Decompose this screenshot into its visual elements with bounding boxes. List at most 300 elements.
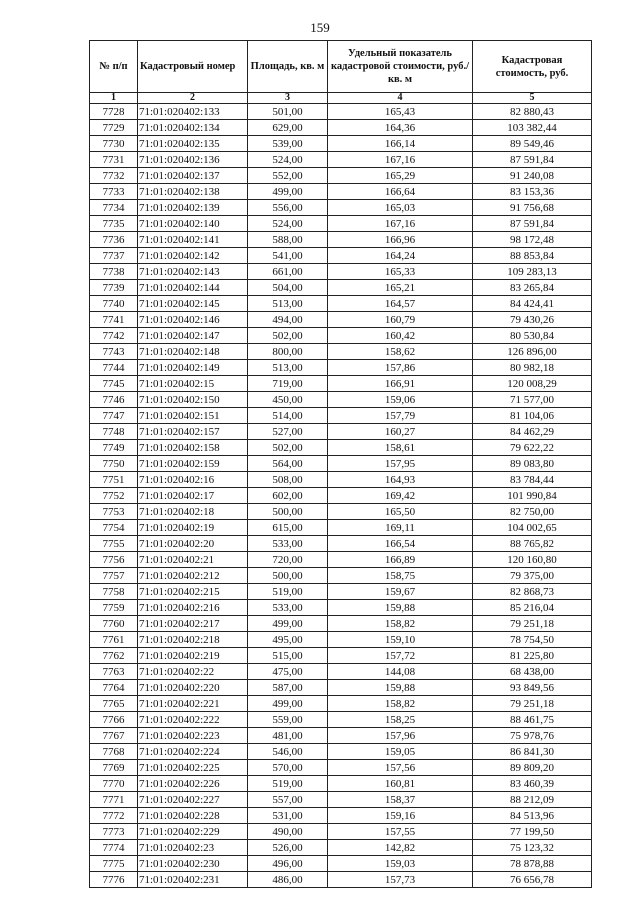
specific-value-cell: 158,75 xyxy=(328,568,473,584)
row-number-cell: 7775 xyxy=(90,856,138,872)
row-number-cell: 7731 xyxy=(90,152,138,168)
cadastral-number-cell: 71:01:020402:157 xyxy=(138,424,248,440)
cadastral-value-cell: 83 784,44 xyxy=(473,472,592,488)
cadastral-value-cell: 80 982,18 xyxy=(473,360,592,376)
header-row-number: № п/п xyxy=(90,41,138,93)
row-number-cell: 7768 xyxy=(90,744,138,760)
table-row xyxy=(90,568,592,584)
cadastral-value-cell: 89 549,46 xyxy=(473,136,592,152)
cadastral-number-cell: 71:01:020402:228 xyxy=(138,808,248,824)
specific-value-cell: 160,79 xyxy=(328,312,473,328)
table-row xyxy=(90,600,592,616)
specific-value-cell: 159,16 xyxy=(328,808,473,824)
cadastral-value-cell: 88 765,82 xyxy=(473,536,592,552)
cadastral-number-cell: 71:01:020402:217 xyxy=(138,616,248,632)
row-number-cell: 7762 xyxy=(90,648,138,664)
area-cell: 541,00 xyxy=(248,248,328,264)
specific-value-cell: 157,56 xyxy=(328,760,473,776)
column-number: 5 xyxy=(473,93,592,104)
specific-value-cell: 160,42 xyxy=(328,328,473,344)
cadastral-value-cell: 88 461,75 xyxy=(473,712,592,728)
area-cell: 615,00 xyxy=(248,520,328,536)
table-row xyxy=(90,168,592,184)
specific-value-cell: 144,08 xyxy=(328,664,473,680)
row-number-cell: 7758 xyxy=(90,584,138,600)
table-row xyxy=(90,408,592,424)
cadastral-number-cell: 71:01:020402:216 xyxy=(138,600,248,616)
specific-value-cell: 167,16 xyxy=(328,152,473,168)
area-cell: 450,00 xyxy=(248,392,328,408)
row-number-cell: 7733 xyxy=(90,184,138,200)
table-row xyxy=(90,440,592,456)
area-cell: 515,00 xyxy=(248,648,328,664)
table-row xyxy=(90,264,592,280)
cadastral-number-cell: 71:01:020402:227 xyxy=(138,792,248,808)
row-number-cell: 7754 xyxy=(90,520,138,536)
row-number-cell: 7734 xyxy=(90,200,138,216)
row-number-cell: 7745 xyxy=(90,376,138,392)
cadastral-number-cell: 71:01:020402:144 xyxy=(138,280,248,296)
area-cell: 500,00 xyxy=(248,504,328,520)
cadastral-number-cell: 71:01:020402:137 xyxy=(138,168,248,184)
cadastral-value-cell: 68 438,00 xyxy=(473,664,592,680)
specific-value-cell: 165,21 xyxy=(328,280,473,296)
cadastral-number-cell: 71:01:020402:151 xyxy=(138,408,248,424)
cadastral-number-cell: 71:01:020402:21 xyxy=(138,552,248,568)
row-number-cell: 7770 xyxy=(90,776,138,792)
row-number-cell: 7737 xyxy=(90,248,138,264)
cadastral-value-cell: 91 756,68 xyxy=(473,200,592,216)
specific-value-cell: 158,25 xyxy=(328,712,473,728)
table-row xyxy=(90,328,592,344)
cadastral-number-cell: 71:01:020402:225 xyxy=(138,760,248,776)
table-row xyxy=(90,232,592,248)
cadastral-value-cell: 82 868,73 xyxy=(473,584,592,600)
column-number-row xyxy=(90,93,592,104)
row-number-cell: 7756 xyxy=(90,552,138,568)
cadastral-value-cell: 71 577,00 xyxy=(473,392,592,408)
cadastral-value-cell: 93 849,56 xyxy=(473,680,592,696)
specific-value-cell: 157,72 xyxy=(328,648,473,664)
table-row xyxy=(90,632,592,648)
area-cell: 539,00 xyxy=(248,136,328,152)
cadastral-number-cell: 71:01:020402:224 xyxy=(138,744,248,760)
specific-value-cell: 157,95 xyxy=(328,456,473,472)
table-row xyxy=(90,616,592,632)
cadastral-number-cell: 71:01:020402:148 xyxy=(138,344,248,360)
cadastral-number-cell: 71:01:020402:159 xyxy=(138,456,248,472)
table-row xyxy=(90,360,592,376)
table-row xyxy=(90,488,592,504)
table-row xyxy=(90,152,592,168)
table-row xyxy=(90,200,592,216)
cadastral-value-cell: 87 591,84 xyxy=(473,216,592,232)
cadastral-value-cell: 103 382,44 xyxy=(473,120,592,136)
cadastral-value-cell: 81 104,06 xyxy=(473,408,592,424)
row-number-cell: 7759 xyxy=(90,600,138,616)
cadastral-number-cell: 71:01:020402:140 xyxy=(138,216,248,232)
cadastral-value-cell: 79 622,22 xyxy=(473,440,592,456)
area-cell: 557,00 xyxy=(248,792,328,808)
area-cell: 499,00 xyxy=(248,184,328,200)
specific-value-cell: 166,91 xyxy=(328,376,473,392)
table-row xyxy=(90,808,592,824)
table-row xyxy=(90,216,592,232)
cadastral-number-cell: 71:01:020402:219 xyxy=(138,648,248,664)
specific-value-cell: 159,67 xyxy=(328,584,473,600)
cadastral-value-cell: 89 809,20 xyxy=(473,760,592,776)
specific-value-cell: 169,11 xyxy=(328,520,473,536)
area-cell: 513,00 xyxy=(248,360,328,376)
table-row xyxy=(90,344,592,360)
cadastral-value-cell: 101 990,84 xyxy=(473,488,592,504)
cadastral-number-cell: 71:01:020402:22 xyxy=(138,664,248,680)
table-row xyxy=(90,136,592,152)
row-number-cell: 7749 xyxy=(90,440,138,456)
specific-value-cell: 157,73 xyxy=(328,872,473,888)
area-cell: 501,00 xyxy=(248,104,328,120)
area-cell: 499,00 xyxy=(248,616,328,632)
row-number-cell: 7767 xyxy=(90,728,138,744)
specific-value-cell: 166,14 xyxy=(328,136,473,152)
specific-value-cell: 157,79 xyxy=(328,408,473,424)
cadastral-value-cell: 89 083,80 xyxy=(473,456,592,472)
table-row xyxy=(90,184,592,200)
area-cell: 519,00 xyxy=(248,776,328,792)
area-cell: 588,00 xyxy=(248,232,328,248)
cadastral-number-cell: 71:01:020402:141 xyxy=(138,232,248,248)
specific-value-cell: 166,54 xyxy=(328,536,473,552)
cadastral-value-table xyxy=(89,40,592,888)
area-cell: 661,00 xyxy=(248,264,328,280)
cadastral-number-cell: 71:01:020402:17 xyxy=(138,488,248,504)
column-number: 4 xyxy=(328,93,473,104)
row-number-cell: 7738 xyxy=(90,264,138,280)
table-row xyxy=(90,312,592,328)
area-cell: 524,00 xyxy=(248,216,328,232)
table-row xyxy=(90,712,592,728)
cadastral-value-cell: 78 878,88 xyxy=(473,856,592,872)
row-number-cell: 7732 xyxy=(90,168,138,184)
cadastral-number-cell: 71:01:020402:212 xyxy=(138,568,248,584)
cadastral-number-cell: 71:01:020402:134 xyxy=(138,120,248,136)
row-number-cell: 7750 xyxy=(90,456,138,472)
specific-value-cell: 157,55 xyxy=(328,824,473,840)
cadastral-value-cell: 75 123,32 xyxy=(473,840,592,856)
cadastral-number-cell: 71:01:020402:133 xyxy=(138,104,248,120)
area-cell: 490,00 xyxy=(248,824,328,840)
row-number-cell: 7744 xyxy=(90,360,138,376)
header-row xyxy=(90,41,592,93)
area-cell: 475,00 xyxy=(248,664,328,680)
area-cell: 719,00 xyxy=(248,376,328,392)
specific-value-cell: 165,43 xyxy=(328,104,473,120)
specific-value-cell: 157,86 xyxy=(328,360,473,376)
row-number-cell: 7752 xyxy=(90,488,138,504)
specific-value-cell: 164,57 xyxy=(328,296,473,312)
area-cell: 526,00 xyxy=(248,840,328,856)
cadastral-value-cell: 88 212,09 xyxy=(473,792,592,808)
area-cell: 499,00 xyxy=(248,696,328,712)
cadastral-number-cell: 71:01:020402:158 xyxy=(138,440,248,456)
table-row xyxy=(90,520,592,536)
table-row xyxy=(90,840,592,856)
header-area: Площадь, кв. м xyxy=(248,41,328,93)
area-cell: 800,00 xyxy=(248,344,328,360)
area-cell: 481,00 xyxy=(248,728,328,744)
cadastral-number-cell: 71:01:020402:218 xyxy=(138,632,248,648)
cadastral-number-cell: 71:01:020402:146 xyxy=(138,312,248,328)
specific-value-cell: 160,81 xyxy=(328,776,473,792)
row-number-cell: 7747 xyxy=(90,408,138,424)
table-row xyxy=(90,376,592,392)
table-row xyxy=(90,296,592,312)
row-number-cell: 7766 xyxy=(90,712,138,728)
area-cell: 556,00 xyxy=(248,200,328,216)
cadastral-number-cell: 71:01:020402:231 xyxy=(138,872,248,888)
table-row xyxy=(90,760,592,776)
area-cell: 508,00 xyxy=(248,472,328,488)
cadastral-value-cell: 82 880,43 xyxy=(473,104,592,120)
row-number-cell: 7769 xyxy=(90,760,138,776)
cadastral-value-cell: 84 424,41 xyxy=(473,296,592,312)
cadastral-value-cell: 84 513,96 xyxy=(473,808,592,824)
area-cell: 519,00 xyxy=(248,584,328,600)
row-number-cell: 7748 xyxy=(90,424,138,440)
table-row xyxy=(90,584,592,600)
specific-value-cell: 165,33 xyxy=(328,264,473,280)
cadastral-value-cell: 86 841,30 xyxy=(473,744,592,760)
specific-value-cell: 164,24 xyxy=(328,248,473,264)
area-cell: 513,00 xyxy=(248,296,328,312)
specific-value-cell: 159,10 xyxy=(328,632,473,648)
specific-value-cell: 158,82 xyxy=(328,616,473,632)
table-row xyxy=(90,120,592,136)
area-cell: 564,00 xyxy=(248,456,328,472)
header-cadastral-number: Кадастровый номер xyxy=(138,41,248,93)
specific-value-cell: 158,82 xyxy=(328,696,473,712)
specific-value-cell: 166,96 xyxy=(328,232,473,248)
row-number-cell: 7772 xyxy=(90,808,138,824)
specific-value-cell: 159,03 xyxy=(328,856,473,872)
table-row xyxy=(90,728,592,744)
cadastral-value-cell: 79 251,18 xyxy=(473,696,592,712)
row-number-cell: 7739 xyxy=(90,280,138,296)
specific-value-cell: 157,96 xyxy=(328,728,473,744)
cadastral-number-cell: 71:01:020402:143 xyxy=(138,264,248,280)
area-cell: 504,00 xyxy=(248,280,328,296)
cadastral-value-cell: 79 375,00 xyxy=(473,568,592,584)
column-number: 2 xyxy=(138,93,248,104)
cadastral-number-cell: 71:01:020402:15 xyxy=(138,376,248,392)
row-number-cell: 7742 xyxy=(90,328,138,344)
table-row xyxy=(90,504,592,520)
cadastral-number-cell: 71:01:020402:150 xyxy=(138,392,248,408)
table-row xyxy=(90,648,592,664)
row-number-cell: 7751 xyxy=(90,472,138,488)
cadastral-number-cell: 71:01:020402:138 xyxy=(138,184,248,200)
cadastral-number-cell: 71:01:020402:16 xyxy=(138,472,248,488)
row-number-cell: 7740 xyxy=(90,296,138,312)
cadastral-number-cell: 71:01:020402:149 xyxy=(138,360,248,376)
table-row xyxy=(90,280,592,296)
specific-value-cell: 158,37 xyxy=(328,792,473,808)
table-header xyxy=(90,41,592,104)
cadastral-value-cell: 85 216,04 xyxy=(473,600,592,616)
specific-value-cell: 158,61 xyxy=(328,440,473,456)
cadastral-value-cell: 98 172,48 xyxy=(473,232,592,248)
area-cell: 533,00 xyxy=(248,600,328,616)
specific-value-cell: 165,29 xyxy=(328,168,473,184)
table-row xyxy=(90,456,592,472)
cadastral-value-cell: 78 754,50 xyxy=(473,632,592,648)
specific-value-cell: 160,27 xyxy=(328,424,473,440)
cadastral-value-cell: 83 265,84 xyxy=(473,280,592,296)
cadastral-number-cell: 71:01:020402:19 xyxy=(138,520,248,536)
row-number-cell: 7757 xyxy=(90,568,138,584)
row-number-cell: 7753 xyxy=(90,504,138,520)
cadastral-number-cell: 71:01:020402:220 xyxy=(138,680,248,696)
cadastral-number-cell: 71:01:020402:221 xyxy=(138,696,248,712)
cadastral-value-cell: 104 002,65 xyxy=(473,520,592,536)
cadastral-number-cell: 71:01:020402:18 xyxy=(138,504,248,520)
specific-value-cell: 165,03 xyxy=(328,200,473,216)
row-number-cell: 7735 xyxy=(90,216,138,232)
table-row xyxy=(90,792,592,808)
cadastral-number-cell: 71:01:020402:20 xyxy=(138,536,248,552)
area-cell: 502,00 xyxy=(248,440,328,456)
cadastral-number-cell: 71:01:020402:145 xyxy=(138,296,248,312)
area-cell: 524,00 xyxy=(248,152,328,168)
cadastral-value-cell: 88 853,84 xyxy=(473,248,592,264)
row-number-cell: 7728 xyxy=(90,104,138,120)
row-number-cell: 7736 xyxy=(90,232,138,248)
row-number-cell: 7763 xyxy=(90,664,138,680)
area-cell: 500,00 xyxy=(248,568,328,584)
column-number: 1 xyxy=(90,93,138,104)
table-row xyxy=(90,872,592,888)
cadastral-value-cell: 79 251,18 xyxy=(473,616,592,632)
cadastral-value-cell: 82 750,00 xyxy=(473,504,592,520)
cadastral-number-cell: 71:01:020402:226 xyxy=(138,776,248,792)
specific-value-cell: 142,82 xyxy=(328,840,473,856)
area-cell: 527,00 xyxy=(248,424,328,440)
table-row xyxy=(90,392,592,408)
row-number-cell: 7755 xyxy=(90,536,138,552)
header-cadastral-value: Кадастровая стоимость, руб. xyxy=(473,41,592,93)
cadastral-value-cell: 77 199,50 xyxy=(473,824,592,840)
area-cell: 720,00 xyxy=(248,552,328,568)
area-cell: 552,00 xyxy=(248,168,328,184)
cadastral-number-cell: 71:01:020402:135 xyxy=(138,136,248,152)
cadastral-number-cell: 71:01:020402:229 xyxy=(138,824,248,840)
column-number: 3 xyxy=(248,93,328,104)
cadastral-value-cell: 79 430,26 xyxy=(473,312,592,328)
specific-value-cell: 166,89 xyxy=(328,552,473,568)
cadastral-number-cell: 71:01:020402:23 xyxy=(138,840,248,856)
row-number-cell: 7776 xyxy=(90,872,138,888)
table-row xyxy=(90,248,592,264)
cadastral-value-cell: 80 530,84 xyxy=(473,328,592,344)
specific-value-cell: 164,36 xyxy=(328,120,473,136)
cadastral-number-cell: 71:01:020402:215 xyxy=(138,584,248,600)
row-number-cell: 7771 xyxy=(90,792,138,808)
table-row xyxy=(90,472,592,488)
table-row xyxy=(90,856,592,872)
cadastral-value-cell: 109 283,13 xyxy=(473,264,592,280)
specific-value-cell: 164,93 xyxy=(328,472,473,488)
table-row xyxy=(90,536,592,552)
specific-value-cell: 159,06 xyxy=(328,392,473,408)
area-cell: 514,00 xyxy=(248,408,328,424)
area-cell: 546,00 xyxy=(248,744,328,760)
row-number-cell: 7746 xyxy=(90,392,138,408)
row-number-cell: 7761 xyxy=(90,632,138,648)
table-row xyxy=(90,744,592,760)
row-number-cell: 7730 xyxy=(90,136,138,152)
cadastral-number-cell: 71:01:020402:142 xyxy=(138,248,248,264)
area-cell: 559,00 xyxy=(248,712,328,728)
table-row xyxy=(90,680,592,696)
area-cell: 570,00 xyxy=(248,760,328,776)
cadastral-value-cell: 81 225,80 xyxy=(473,648,592,664)
specific-value-cell: 158,62 xyxy=(328,344,473,360)
row-number-cell: 7741 xyxy=(90,312,138,328)
header-specific-value: Удельный показатель кадастровой стоимости, руб./кв. м xyxy=(328,41,473,93)
page-number: 159 xyxy=(310,20,330,35)
specific-value-cell: 159,88 xyxy=(328,680,473,696)
cadastral-value-cell: 84 462,29 xyxy=(473,424,592,440)
cadastral-value-cell: 120 008,29 xyxy=(473,376,592,392)
row-number-cell: 7774 xyxy=(90,840,138,856)
row-number-cell: 7765 xyxy=(90,696,138,712)
cadastral-value-cell: 126 896,00 xyxy=(473,344,592,360)
cadastral-number-cell: 71:01:020402:223 xyxy=(138,728,248,744)
cadastral-value-cell: 120 160,80 xyxy=(473,552,592,568)
table-row xyxy=(90,696,592,712)
area-cell: 496,00 xyxy=(248,856,328,872)
row-number-cell: 7773 xyxy=(90,824,138,840)
area-cell: 629,00 xyxy=(248,120,328,136)
table-row xyxy=(90,824,592,840)
table-row xyxy=(90,424,592,440)
specific-value-cell: 165,50 xyxy=(328,504,473,520)
area-cell: 602,00 xyxy=(248,488,328,504)
area-cell: 587,00 xyxy=(248,680,328,696)
area-cell: 495,00 xyxy=(248,632,328,648)
specific-value-cell: 167,16 xyxy=(328,216,473,232)
cadastral-number-cell: 71:01:020402:230 xyxy=(138,856,248,872)
area-cell: 502,00 xyxy=(248,328,328,344)
table-row xyxy=(90,776,592,792)
specific-value-cell: 169,42 xyxy=(328,488,473,504)
row-number-cell: 7743 xyxy=(90,344,138,360)
table-row xyxy=(90,664,592,680)
row-number-cell: 7764 xyxy=(90,680,138,696)
cadastral-value-cell: 83 460,39 xyxy=(473,776,592,792)
cadastral-value-cell: 75 978,76 xyxy=(473,728,592,744)
cadastral-value-cell: 91 240,08 xyxy=(473,168,592,184)
cadastral-number-cell: 71:01:020402:139 xyxy=(138,200,248,216)
area-cell: 486,00 xyxy=(248,872,328,888)
cadastral-value-cell: 76 656,78 xyxy=(473,872,592,888)
cadastral-value-cell: 87 591,84 xyxy=(473,152,592,168)
specific-value-cell: 166,64 xyxy=(328,184,473,200)
cadastral-number-cell: 71:01:020402:222 xyxy=(138,712,248,728)
row-number-cell: 7760 xyxy=(90,616,138,632)
area-cell: 494,00 xyxy=(248,312,328,328)
table-row xyxy=(90,552,592,568)
